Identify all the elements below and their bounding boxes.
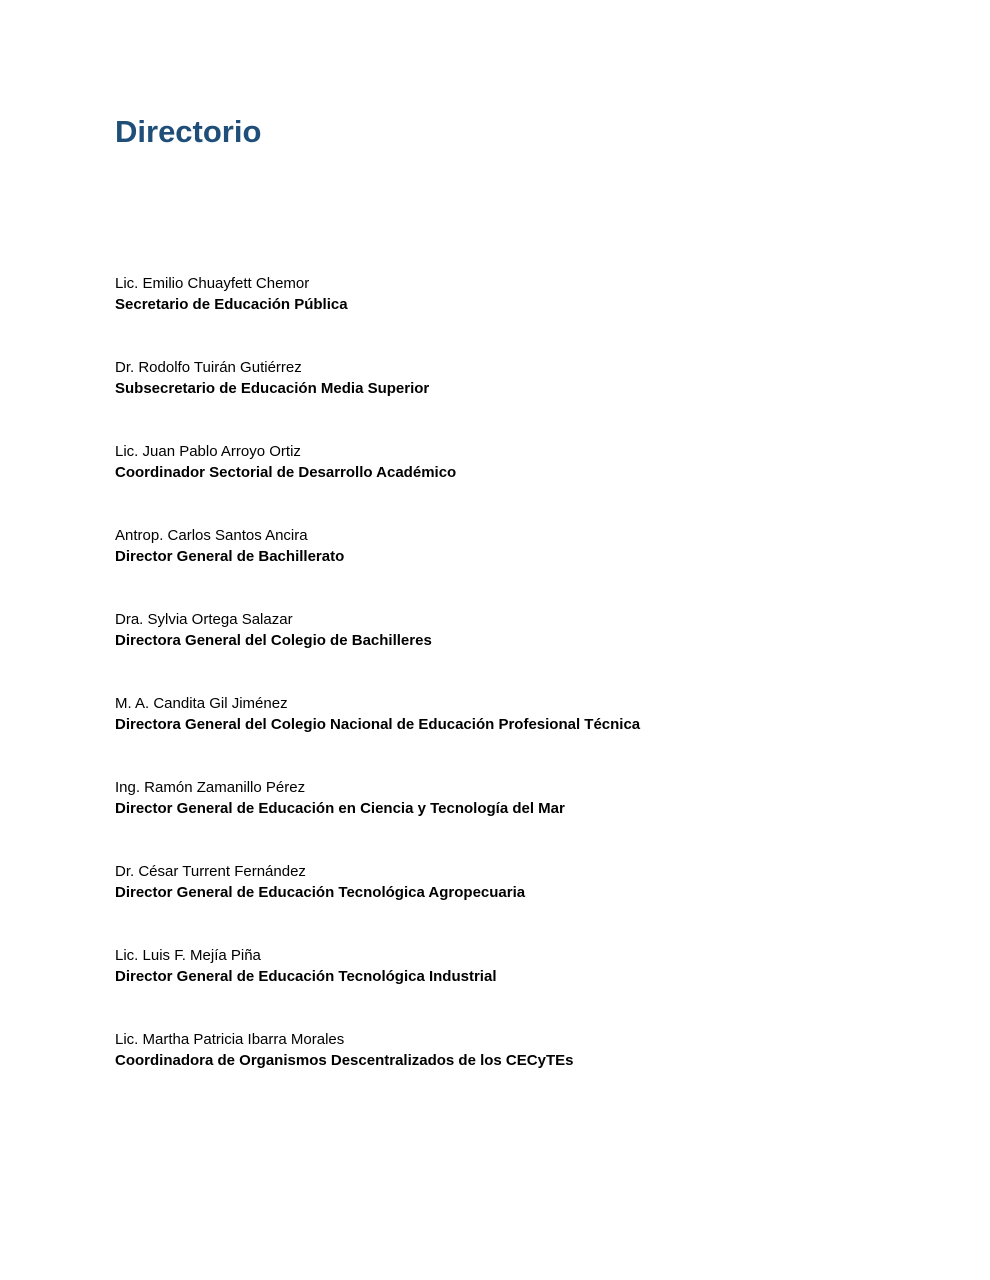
page-title: Directorio bbox=[115, 114, 262, 149]
official-position: Director General de Educación Tecnológica Industrial bbox=[115, 968, 497, 985]
directory-entry bbox=[115, 777, 935, 861]
official-name: Lic. Juan Pablo Arroyo Ortiz bbox=[115, 443, 301, 460]
official-position: Director General de Educación en Ciencia y Tecnología del Mar bbox=[115, 800, 565, 817]
official-name: Dr. Rodolfo Tuirán Gutiérrez bbox=[115, 359, 302, 376]
directory-list bbox=[115, 273, 935, 1113]
directory-entry bbox=[115, 441, 935, 525]
official-position: Coordinadora de Organismos Descentralizados de los CECyTEs bbox=[115, 1052, 574, 1069]
official-name: Dr. César Turrent Fernández bbox=[115, 863, 306, 880]
official-name: Lic. Martha Patricia Ibarra Morales bbox=[115, 1031, 345, 1048]
directory-entry bbox=[115, 693, 935, 777]
directory-entry bbox=[115, 1029, 935, 1113]
official-position: Directora General del Colegio Nacional de Educación Profesional Técnica bbox=[115, 716, 641, 733]
official-name: Antrop. Carlos Santos Ancira bbox=[115, 527, 308, 544]
directory-entry bbox=[115, 357, 935, 441]
official-position: Director General de Bachillerato bbox=[115, 548, 345, 565]
official-name: Dra. Sylvia Ortega Salazar bbox=[115, 611, 293, 628]
official-name: M. A. Candita Gil Jiménez bbox=[115, 695, 288, 712]
official-position: Coordinador Sectorial de Desarrollo Académico bbox=[115, 464, 457, 481]
directory-entry bbox=[115, 273, 935, 357]
official-position: Subsecretario de Educación Media Superior bbox=[115, 380, 430, 397]
directory-entry bbox=[115, 525, 935, 609]
directory-entry bbox=[115, 945, 935, 1029]
official-name: Lic. Emilio Chuayfett Chemor bbox=[115, 275, 310, 292]
official-position: Director General de Educación Tecnológica Agropecuaria bbox=[115, 884, 526, 901]
official-position: Directora General del Colegio de Bachilleres bbox=[115, 632, 432, 649]
official-position: Secretario de Educación Pública bbox=[115, 296, 348, 313]
directory-entry bbox=[115, 609, 935, 693]
official-name: Ing. Ramón Zamanillo Pérez bbox=[115, 779, 306, 796]
official-name: Lic. Luis F. Mejía Piña bbox=[115, 947, 261, 964]
directory-entry bbox=[115, 861, 935, 945]
